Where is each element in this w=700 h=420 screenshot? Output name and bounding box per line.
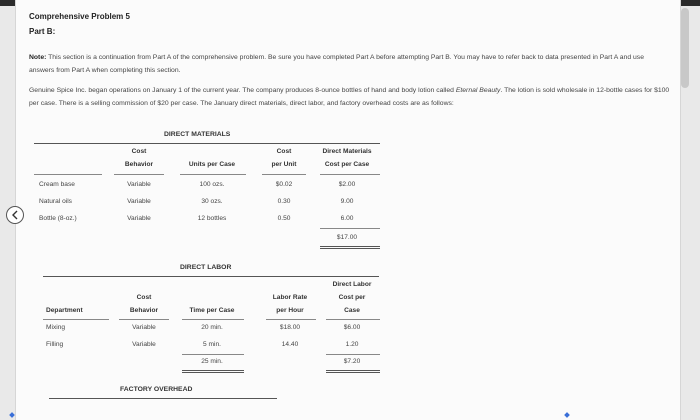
- dm-header-total-1: Direct Materials: [322, 148, 372, 155]
- dl-rule-behavior: [119, 319, 169, 320]
- dl-row-time: 20 min.: [201, 324, 223, 331]
- dl-header-total-1: Direct Labor: [332, 281, 372, 288]
- dm-row-cost: 0.30: [277, 198, 291, 205]
- bottom-left-marker: [9, 412, 15, 418]
- dl-row-dept: Filling: [46, 341, 64, 348]
- dl-row-rate: 14.40: [281, 341, 299, 348]
- dl-row-total: $6.00: [343, 324, 361, 331]
- dl-header-time: Time per Case: [189, 307, 235, 314]
- dm-row-units: 12 bottles: [197, 215, 227, 222]
- back-button[interactable]: [6, 206, 24, 224]
- dl-row-behavior: Variable: [132, 341, 156, 348]
- dm-title: DIRECT MATERIALS: [164, 131, 231, 138]
- dl-total-rule-1: [326, 370, 380, 371]
- dm-subtotal-rule: [320, 228, 380, 229]
- dm-row-total: $2.00: [338, 181, 356, 188]
- product-name: Eternal Beauty: [455, 87, 501, 94]
- dm-total-rule-1: [320, 246, 380, 247]
- dm-header-behavior-1: Cost: [131, 148, 147, 155]
- dm-row-item: Natural oils: [39, 198, 72, 205]
- dm-row-units: 100 ozs.: [199, 181, 225, 188]
- dm-grand-total: $17.00: [336, 234, 358, 241]
- dm-rule-item: [34, 174, 102, 175]
- dm-top-rule: [34, 143, 380, 144]
- dl-time-total: 25 min.: [201, 358, 223, 365]
- dm-rule-total: [320, 174, 380, 175]
- dl-grand-total: $7.20: [343, 358, 361, 365]
- dl-row-behavior: Variable: [132, 324, 156, 331]
- dl-rule-time: [182, 319, 244, 320]
- dm-header-cost-1: Cost: [276, 148, 292, 155]
- page-title: Comprehensive Problem 5: [29, 12, 130, 21]
- dl-total-subtotal-rule: [326, 354, 380, 355]
- note-label: Note:: [29, 54, 47, 61]
- dl-header-total-2: Cost per: [338, 294, 366, 301]
- dl-row-time: 5 min.: [203, 341, 221, 348]
- dm-row-behavior: Variable: [127, 198, 151, 205]
- chevron-left-icon: [11, 210, 19, 220]
- part-label: Part B:: [29, 27, 56, 36]
- dm-rule-cost: [262, 174, 306, 175]
- dm-header-units: Units per Case: [188, 161, 236, 168]
- dm-rule-behavior: [114, 174, 164, 175]
- problem-page: [15, 0, 681, 420]
- dl-title: DIRECT LABOR: [180, 264, 232, 271]
- dm-total-rule-2: [320, 248, 380, 249]
- dl-header-rate-2: per Hour: [276, 307, 304, 314]
- dm-header-cost-2: per Unit: [271, 161, 297, 168]
- fo-top-rule: [49, 398, 277, 399]
- dm-header-behavior-2: Behavior: [124, 161, 154, 168]
- note-paragraph: [29, 51, 669, 77]
- dl-header-behavior-2: Behavior: [129, 307, 159, 314]
- dl-total-rule-2: [326, 372, 380, 373]
- intro-text-before: Genuine Spice Inc. began operations on January 1 of the current year. The company produces 8-ounce bottles of hand and body lotion called: [29, 87, 456, 94]
- dm-row-cost: 0.50: [277, 215, 291, 222]
- dl-time-subtotal-rule: [182, 354, 244, 355]
- dm-row-total: 6.00: [340, 215, 354, 222]
- dl-row-total: 1.20: [345, 341, 359, 348]
- dm-rule-units: [180, 174, 246, 175]
- dl-rule-rate: [266, 319, 316, 320]
- dm-header-total-2: Cost per Case: [324, 161, 370, 168]
- intro-paragraph: [29, 84, 677, 110]
- vertical-scrollbar[interactable]: [681, 8, 689, 88]
- dl-time-total-rule-1: [182, 370, 244, 371]
- intro-text-after: . The lotion is sold wholesale in 12-bottle cases for $100 per case. There is a selling commission of $20 per case. The January direct materials, direct labor, and factory overhead costs are as follows:: [29, 87, 670, 107]
- dl-top-rule: [43, 276, 379, 277]
- dm-row-total: 9.00: [340, 198, 354, 205]
- dl-row-rate: $18.00: [279, 324, 301, 331]
- dl-header-behavior-1: Cost: [136, 294, 152, 301]
- note-text: This section is a continuation from Part A of the comprehensive problem. Be sure you have completed Part A before attempting Part B. You may have to refer back to data presented in Part A and use answers from Part A when completing this section.: [29, 54, 644, 74]
- dl-row-dept: Mixing: [46, 324, 66, 331]
- dl-rule-total: [326, 319, 380, 320]
- dm-row-item: Bottle (8-oz.): [39, 215, 77, 222]
- dm-row-behavior: Variable: [127, 215, 151, 222]
- dm-row-cost: $0.02: [275, 181, 293, 188]
- dl-rule-dept: [43, 319, 109, 320]
- dl-header-total-3: Case: [344, 307, 360, 314]
- dl-time-total-rule-2: [182, 372, 244, 373]
- dm-row-item: Cream base: [39, 181, 75, 188]
- dl-header-rate-1: Labor Rate: [272, 294, 308, 301]
- fo-title: FACTORY OVERHEAD: [120, 386, 193, 393]
- dm-row-behavior: Variable: [127, 181, 151, 188]
- dm-row-units: 30 ozs.: [201, 198, 223, 205]
- dl-header-department: Department: [46, 307, 83, 314]
